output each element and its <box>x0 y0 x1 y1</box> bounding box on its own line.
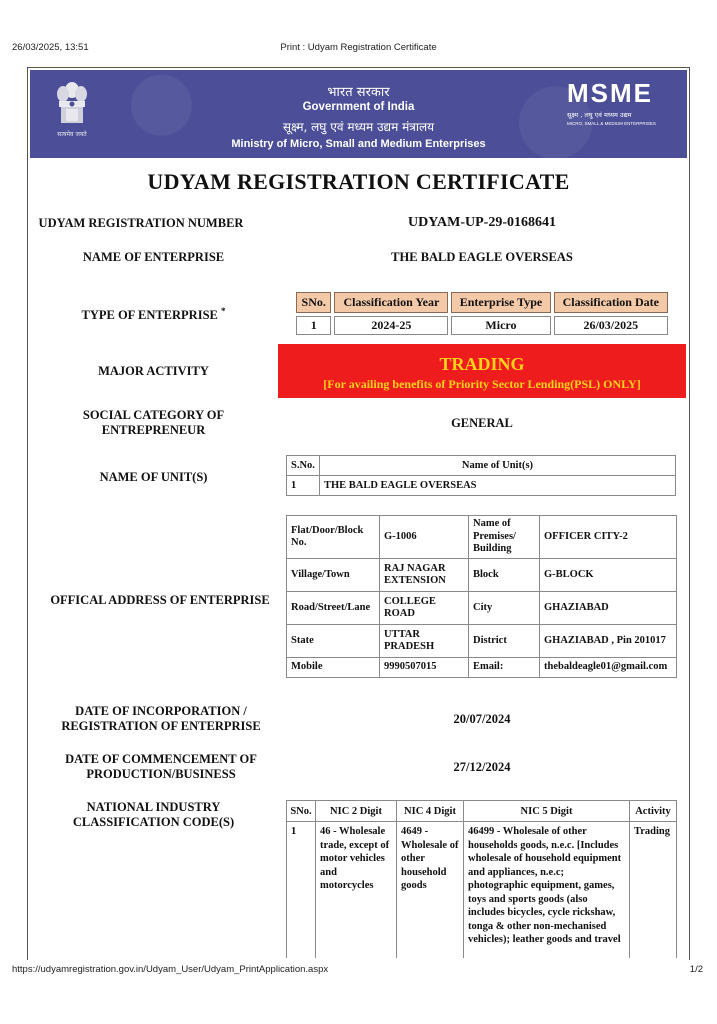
cell-classification-date: 26/03/2025 <box>554 316 668 335</box>
banner-government: Government of India <box>302 101 415 113</box>
address-label: OFFICAL ADDRESS OF ENTERPRISE <box>50 593 270 607</box>
msme-logo <box>567 80 667 126</box>
nic-col-4digit: NIC 4 Digit <box>397 801 464 822</box>
banner-hindi-government: भारत सरकार <box>327 85 390 100</box>
enterprise-name-value: THE BALD EAGLE OVERSEAS <box>391 250 573 264</box>
addr-block-label: Block <box>469 559 540 592</box>
addr-email-label: Email: <box>469 658 540 678</box>
units-label: NAME OF UNIT(S) <box>99 470 208 484</box>
classification-header-row <box>296 292 668 313</box>
print-datetime: 26/03/2025, 13:51 <box>12 42 89 53</box>
social-category-value: GENERAL <box>451 416 513 430</box>
banner-ministry: Ministry of Micro, Small and Medium Enterprises <box>231 138 486 150</box>
major-activity-note: [For availing benefits of Priority Sector Lending(PSL) ONLY] <box>323 377 641 391</box>
social-category-label <box>36 408 271 438</box>
cell-enterprise-type: Micro <box>451 316 550 335</box>
social-category-label-line2: ENTREPRENEUR <box>101 423 206 437</box>
cell-sno: 1 <box>296 316 331 335</box>
reg-number-value: UDYAM-UP-29-0168641 <box>407 215 557 230</box>
commencement-label-line2: PRODUCTION/BUSINESS <box>86 767 236 781</box>
units-header-row <box>287 456 676 476</box>
addr-mobile-value: 9990507015 <box>380 658 469 678</box>
table-row <box>287 516 677 559</box>
cell-classification-year: 2024-25 <box>334 316 448 335</box>
table-row <box>287 559 677 592</box>
units-cell-sno: 1 <box>287 476 320 496</box>
addr-city-value: GHAZIABAD <box>540 592 677 625</box>
col-sno: SNo. <box>296 292 331 313</box>
nic-col-2digit: NIC 2 Digit <box>316 801 397 822</box>
certificate-frame <box>27 67 690 960</box>
nic-cell-4digit: 4649 - Wholesale of other household goods <box>397 822 464 959</box>
major-activity-label: MAJOR ACTIVITY <box>98 364 209 378</box>
table-row <box>287 822 677 959</box>
incorporation-label-line1: DATE OF INCORPORATION / <box>75 704 247 718</box>
table-row <box>287 658 677 678</box>
table-row <box>287 592 677 625</box>
nic-col-sno: SNo. <box>287 801 316 822</box>
nic-cell-sno: 1 <box>287 822 316 959</box>
units-col-name: Name of Unit(s) <box>319 456 675 476</box>
units-col-sno: S.No. <box>287 456 320 476</box>
print-footer <box>0 964 717 978</box>
enterprise-type-label-text: TYPE OF ENTERPRISE <box>81 308 218 323</box>
svg-text:सत्यमेव जयते: सत्यमेव जयते <box>57 131 87 138</box>
nic-cell-activity: Trading <box>630 822 677 959</box>
addr-flat-value: G-1006 <box>380 516 469 559</box>
msme-logo-word: MSME <box>567 78 653 108</box>
commencement-label-line1: DATE OF COMMENCEMENT OF <box>65 752 257 766</box>
nic-col-5digit: NIC 5 Digit <box>464 801 630 822</box>
nic-label-line2: CLASSIFICATION CODE(S) <box>72 815 235 829</box>
msme-logo-subtitle: MICRO, SMALL & MEDIUM ENTERPRISES <box>567 121 656 126</box>
msme-logo-hindi: सूक्ष्म , लघु एवं मध्यम उद्यम <box>567 111 632 119</box>
certificate-title: UDYAM REGISTRATION CERTIFICATE <box>147 169 570 194</box>
classification-table <box>293 289 671 338</box>
addr-city-label: City <box>469 592 540 625</box>
nic-label <box>36 800 271 830</box>
addr-block-value: G-BLOCK <box>540 559 677 592</box>
units-cell-name: THE BALD EAGLE OVERSEAS <box>319 476 675 496</box>
major-activity-value: TRADING <box>439 354 525 374</box>
enterprise-type-asterisk: * <box>221 306 226 316</box>
addr-road-label: Road/Street/Lane <box>287 592 380 625</box>
addr-village-value: RAJ NAGAR EXTENSION <box>380 559 469 592</box>
banner-hindi-ministry: सूक्ष्म, लघु एवं मध्यम उद्यम मंत्रालय <box>282 120 435 134</box>
incorporation-date: 20/07/2024 <box>453 712 511 726</box>
col-enterprise-type: Enterprise Type <box>451 292 550 313</box>
social-category-label-line1: SOCIAL CATEGORY OF <box>82 408 225 422</box>
incorporation-label-line2: REGISTRATION OF ENTERPRISE <box>61 719 261 733</box>
major-activity-box <box>278 344 686 398</box>
units-table <box>286 455 676 496</box>
addr-district-value: GHAZIABAD , Pin 201017 <box>540 625 677 658</box>
table-row <box>287 625 677 658</box>
nic-label-line1: NATIONAL INDUSTRY <box>86 800 221 814</box>
print-header <box>0 42 717 56</box>
addr-mobile-label: Mobile <box>287 658 380 678</box>
nic-table <box>286 800 677 958</box>
print-page-number: 1/2 <box>689 964 703 975</box>
commencement-date: 27/12/2024 <box>453 760 511 774</box>
print-title: Print : Udyam Registration Certificate <box>280 42 437 53</box>
addr-state-label: State <box>287 625 380 658</box>
nic-col-activity: Activity <box>630 801 677 822</box>
print-url: https://udyamregistration.gov.in/Udyam_User/Udyam_PrintApplication.aspx <box>12 964 329 975</box>
commencement-label <box>36 752 286 782</box>
addr-village-label: Village/Town <box>287 559 380 592</box>
nic-cell-2digit: 46 - Wholesale trade, except of motor vehicles and motorcycles <box>316 822 397 959</box>
incorporation-label <box>36 704 286 734</box>
reg-number-label: UDYAM REGISTRATION NUMBER <box>38 216 244 230</box>
addr-email-value: thebaldeagle01@gmail.com <box>540 658 677 678</box>
ministry-banner <box>30 70 687 158</box>
address-table <box>286 515 677 678</box>
table-row <box>287 476 676 496</box>
addr-district-label: District <box>469 625 540 658</box>
enterprise-name-label: NAME OF ENTERPRISE <box>82 250 225 264</box>
addr-road-value: COLLEGE ROAD <box>380 592 469 625</box>
addr-state-value: UTTAR PRADESH <box>380 625 469 658</box>
enterprise-type-label <box>36 304 271 323</box>
nic-header-row <box>287 801 677 822</box>
addr-flat-label: Flat/Door/Block No. <box>287 516 380 559</box>
addr-premises-label: Name of Premises/ Building <box>469 516 540 559</box>
col-classification-year: Classification Year <box>334 292 448 313</box>
col-classification-date: Classification Date <box>554 292 668 313</box>
nic-cell-5digit: 46499 - Wholesale of other households goods, n.e.c. [Includes wholesale of household equipment and appliances, n.e.c; photographic equipment, games, toys and sports goods (also includes bicycles, cycle rickshaw, tonga & other non-mechanised vehicles); leather goods and travel <box>464 822 630 959</box>
addr-premises-value: OFFICER CITY-2 <box>540 516 677 559</box>
table-row <box>296 316 668 335</box>
